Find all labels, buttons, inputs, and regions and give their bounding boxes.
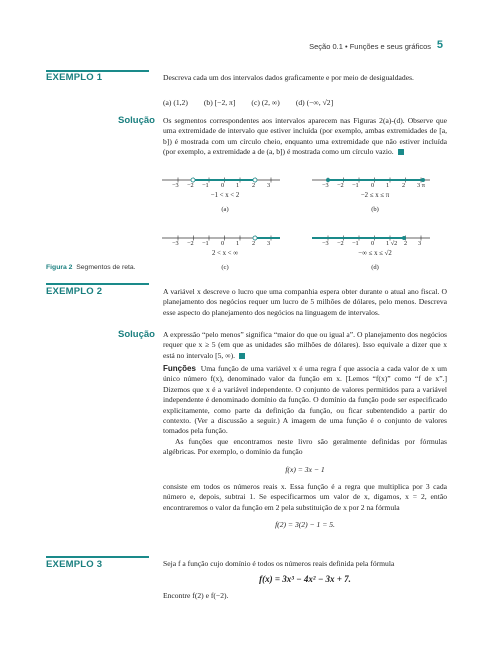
tick-label: 1 (386, 182, 390, 189)
exemplo2-solution-label: Solução (118, 329, 155, 340)
exemplo1-solution-label: Solução (118, 115, 155, 126)
tick-label: 2 (252, 182, 256, 189)
tick-label: 0 (371, 240, 375, 247)
panel-b-letter: (b) (371, 206, 379, 213)
tick-label: 1 √2 (386, 240, 398, 247)
tick-label: −3 (172, 240, 179, 247)
formula-3: f(x) = 3x³ − 4x² − 3x + 7. (259, 574, 351, 585)
tick-label: 1 (236, 182, 240, 189)
tick-label: −2 (337, 240, 344, 247)
tick-label: −3 (172, 182, 179, 189)
exemplo1-solution-text: Os segmentos correspondentes aos intervalos aparecem nas Figuras 2(a)-(d). Observe que uma extremidade de intervalo que estiver incluída (por exemplo, ambas extremidades de [a, b]) é mostrada com um círculo cheio, enquanto uma extremidade que não estiver incluída (por exemplo, a extremidade a de (a, b]) é mostrada como um círculo vazio. (163, 116, 447, 157)
funcoes-para3: consiste em todos os números reais x. Essa função é a regra que multiplica por 3 cada número e, depois, subtrai 1. Se especificarmos um valor de x, digamos, x = 2, então encontraremos o valor da função em 2 pela substituição de x por 2 na fórmula (163, 482, 447, 512)
formula-2: f(2) = 3(2) − 1 = 5. (275, 520, 335, 530)
end-square-icon (239, 353, 245, 359)
tick-label: 3 (418, 240, 422, 247)
exemplo2-rule (46, 283, 149, 285)
exemplo3-rule (46, 556, 149, 558)
tick-label: 0 (221, 182, 225, 189)
panel-d-labels (310, 238, 440, 282)
tick-label: −2 (187, 240, 194, 247)
exemplo2-solution-text: A expressão “pelo menos” significa “maior do que ou igual a”. O planejamento dos negócios requer que x ≥ 5 (em que as unidades são milhões de dólares). Isso equivale a dizer que x está no intervalo [5, ∞). (163, 330, 447, 360)
exemplo2-text: A variável x descreve o lucro que uma companhia espera obter durante o atual ano fiscal. O planejamento dos negócios requer um lucro de 5 milhões de dólares, pelo menos. Descreva esse aspecto do planejamento dos negócios na linguagem de intervalos. (163, 287, 447, 317)
panel-a-inequality: −1 < x < 2 (210, 192, 240, 199)
tick-label: −3 (322, 182, 329, 189)
figure-number: Figura 2 (46, 264, 73, 271)
item-a: (a) (1,2) (163, 98, 188, 107)
tick-label: 2 (252, 240, 256, 247)
exemplo3-statement (163, 559, 447, 601)
item-d: (d) (−∞, √2] (295, 98, 334, 107)
tick-label: −1 (202, 240, 209, 247)
tick-label: 3 (267, 240, 271, 247)
funcoes-para2: As funções que encontramos neste livro são geralmente definidas por fórmulas algébricas. Por exemplo, o domínio da função (163, 436, 447, 457)
panel-c-inequality: 2 < x < ∞ (211, 250, 239, 257)
page-header (0, 0, 489, 60)
exemplo3-label: EXEMPLO 3 (46, 559, 103, 570)
tick-label: −2 (187, 182, 194, 189)
tick-label: 0 (371, 182, 375, 189)
panel-c-letter: (c) (221, 264, 229, 271)
exemplo3-text: Seja f a função cujo domínio é todos os números reais definida pela fórmula (163, 559, 395, 568)
end-square-icon (398, 149, 404, 155)
tick-label: −1 (202, 182, 209, 189)
exemplo3-question: Encontre f(2) e f(−2). (163, 590, 229, 600)
funcoes-heading: Funções (163, 364, 196, 373)
panel-c-labels (160, 238, 290, 282)
item-b: (b) [−2, π] (203, 98, 236, 107)
panel-b-inequality: −2 ≤ x ≤ π (360, 192, 390, 199)
tick-label: 2 (404, 240, 408, 247)
section-title: Seção 0.1 • Funções e seus gráficos (309, 42, 431, 51)
page-number: 5 (436, 39, 443, 51)
exemplo1-solution (163, 116, 447, 158)
tick-label: −3 (322, 240, 329, 247)
tick-label: 3 π (417, 182, 425, 189)
panel-a-letter: (a) (221, 206, 229, 213)
panel-d-letter: (d) (371, 264, 379, 271)
tick-label: −2 (337, 182, 344, 189)
exemplo1-text: Descreva cada um dos intervalos dados graficamente e por meio de desigualdades. (163, 73, 414, 82)
tick-label: −1 (352, 182, 359, 189)
tick-label: −1 (352, 240, 359, 247)
tick-label: 0 (221, 240, 225, 247)
funcoes-section (163, 364, 447, 538)
exemplo1-statement (163, 73, 447, 83)
exemplo1-label: EXEMPLO 1 (46, 72, 103, 83)
panel-d-inequality: −∞ ≤ x ≤ √2 (358, 250, 392, 257)
tick-label: 1 (236, 240, 240, 247)
formula-1: f(x) = 3x − 1 (285, 464, 325, 474)
tick-label: 3 (267, 182, 271, 189)
figure2-caption (46, 264, 136, 271)
tick-label: 2 (402, 182, 406, 189)
exemplo1-items (163, 98, 447, 107)
panel-a-labels (160, 180, 290, 224)
exemplo2-label: EXEMPLO 2 (46, 286, 103, 297)
exemplo2-statement (163, 287, 447, 318)
figure-caption-text: Segmentos de reta. (76, 264, 136, 271)
exemplo2-solution (163, 330, 447, 361)
panel-b-labels (310, 180, 440, 224)
funcoes-para1: Uma função de uma variável x é uma regra f que associa a cada valor de x um único número f(x), denominado valor da função em x. [Lemos “f(x)” como “f de x”.] Dizemos que x é a variável independente. O conjunto de valores permitidos para a variável independente é denominado domínio da função. O domínio da função pode ser especificado explicitamente, como parte da definição da função, ou ficar subentendido a partir do contexto. (Ver a discussão a seguir.) A imagem de uma função é o conjunto de valores tomados pela função. (163, 364, 447, 436)
item-c: (c) (2, ∞) (251, 98, 280, 107)
